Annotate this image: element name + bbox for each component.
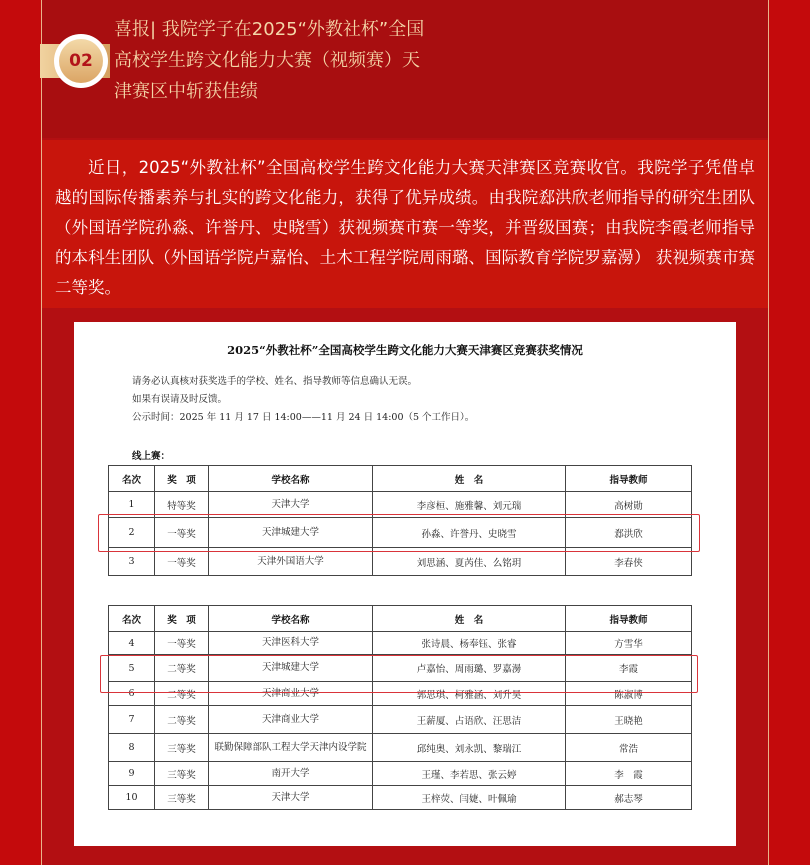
cell-school: 天津大学	[209, 492, 373, 518]
table-row	[109, 762, 692, 786]
section-number: 02	[59, 39, 103, 83]
cell-rank: 1	[109, 492, 155, 518]
body-paragraph: 近日，2025“外教社杯”全国高校学生跨文化能力大赛天津赛区竞赛收官。我院学子凭借卓越的国际传播素养与扎实的跨文化能力，获得了优异成绩。由我院郄洪欣老师指导的研究生团队（外国语学院孙淼、许誉丹、史晓雪）获视频赛市赛一等奖，并晋级国赛；由我院李霞老师指导的本科生团队（外国语学院卢嘉怡、土木工程学院周雨璐、国际教育学院罗嘉澷） 获视频赛市赛二等奖。	[55, 158, 755, 297]
cell-rank: 7	[109, 706, 155, 734]
right-gold-line	[768, 0, 769, 865]
cell-names: 郭思琪、柯雅涵、刘升昊	[373, 682, 566, 706]
cell-award: 三等奖	[155, 734, 209, 762]
header-cell: 学校名称	[209, 466, 373, 492]
cell-names: 刘思涵、夏芮佳、么铭玥	[373, 548, 566, 576]
cell-school: 天津外国语大学	[209, 548, 373, 576]
cell-teacher: 郄洪欣	[566, 518, 692, 548]
cell-teacher: 李 霞	[566, 762, 692, 786]
cell-teacher: 王晓艳	[566, 706, 692, 734]
document-note: 请务必认真核对获奖选手的学校、姓名、指导教师等信息确认无误。	[132, 376, 418, 387]
cell-teacher: 李春侠	[566, 548, 692, 576]
cell-teacher: 常浩	[566, 734, 692, 762]
section-number-badge	[54, 34, 108, 88]
cell-school: 南开大学	[209, 762, 373, 786]
cell-rank: 9	[109, 762, 155, 786]
header-cell: 奖 项	[155, 606, 209, 632]
cell-names: 孙淼、许誉丹、史晓雪	[373, 518, 566, 548]
cell-teacher: 郝志琴	[566, 786, 692, 810]
cell-rank: 4	[109, 632, 155, 655]
header-cell: 姓 名	[373, 466, 566, 492]
table-row	[109, 706, 692, 734]
cell-award: 二等奖	[155, 706, 209, 734]
highlight-box-rank-2	[98, 514, 700, 552]
table-row	[109, 786, 692, 810]
cell-school: 天津医科大学	[209, 632, 373, 655]
cell-names: 张诗晨、杨奉钰、张睿	[373, 632, 566, 655]
header-cell: 姓 名	[373, 606, 566, 632]
cell-school: 联勤保障部队工程大学天津内设学院	[209, 734, 373, 762]
cell-teacher: 陈淑博	[566, 682, 692, 706]
highlight-box-rank-5	[100, 655, 698, 693]
cell-teacher: 李霞	[566, 655, 692, 682]
cell-award: 二等奖	[155, 682, 209, 706]
cell-rank: 8	[109, 734, 155, 762]
cell-school: 天津大学	[209, 786, 373, 810]
cell-award: 三等奖	[155, 762, 209, 786]
cell-school: 天津商业大学	[209, 682, 373, 706]
results-table-2	[108, 605, 692, 810]
cell-rank: 6	[109, 682, 155, 706]
award-document-image	[74, 322, 736, 846]
cell-award: 二等奖	[155, 655, 209, 682]
cell-names: 王薪厦、占语欣、汪思洁	[373, 706, 566, 734]
header-cell: 指导教师	[566, 606, 692, 632]
cell-names: 王梓荧、闫婕、叶佩瑜	[373, 786, 566, 810]
cell-school: 天津商业大学	[209, 706, 373, 734]
cell-award: 一等奖	[155, 632, 209, 655]
document-title: 2025“外教社杯”全国高校学生跨文化能力大赛天津赛区竞赛获奖情况	[227, 343, 583, 357]
cell-award: 一等奖	[155, 548, 209, 576]
table-header-row	[109, 466, 692, 492]
cell-award: 一等奖	[155, 518, 209, 548]
cell-rank: 2	[109, 518, 155, 548]
cell-rank: 3	[109, 548, 155, 576]
left-border-strip	[0, 0, 41, 865]
header-cell: 奖 项	[155, 466, 209, 492]
cell-names: 邱纯奥、刘永凯、黎瑞江	[373, 734, 566, 762]
cell-award: 三等奖	[155, 786, 209, 810]
cell-teacher: 高树勋	[566, 492, 692, 518]
header-cell: 学校名称	[209, 606, 373, 632]
table-row	[109, 734, 692, 762]
cell-rank: 10	[109, 786, 155, 810]
section-label: 线上赛：	[132, 451, 171, 462]
document-note: 如果有误请及时反馈。	[132, 394, 228, 405]
article-body	[42, 140, 768, 308]
cell-award: 特等奖	[155, 492, 209, 518]
document-note: 公示时间：2025 年 11 月 17 日 14:00——11 月 24 日 14:00（5 个工作日）。	[132, 412, 475, 423]
cell-school: 天津城建大学	[209, 655, 373, 682]
header-cell: 指导教师	[566, 466, 692, 492]
table-header-row	[109, 606, 692, 632]
cell-school: 天津城建大学	[209, 518, 373, 548]
cell-names: 李彦桓、施雅馨、刘元瑞	[373, 492, 566, 518]
cell-teacher: 方雪华	[566, 632, 692, 655]
header-cell: 名次	[109, 466, 155, 492]
header-cell: 名次	[109, 606, 155, 632]
cell-rank: 5	[109, 655, 155, 682]
table-row	[109, 632, 692, 655]
article-headline: 喜报| 我院学子在2025“外教社杯”全国高校学生跨文化能力大赛（视频赛）天津赛区中斩获佳绩	[114, 19, 425, 102]
right-border-strip	[769, 0, 810, 865]
cell-names: 王瑾、李若思、张云婷	[373, 762, 566, 786]
cell-names: 卢嘉怡、周雨璐、罗嘉澷	[373, 655, 566, 682]
